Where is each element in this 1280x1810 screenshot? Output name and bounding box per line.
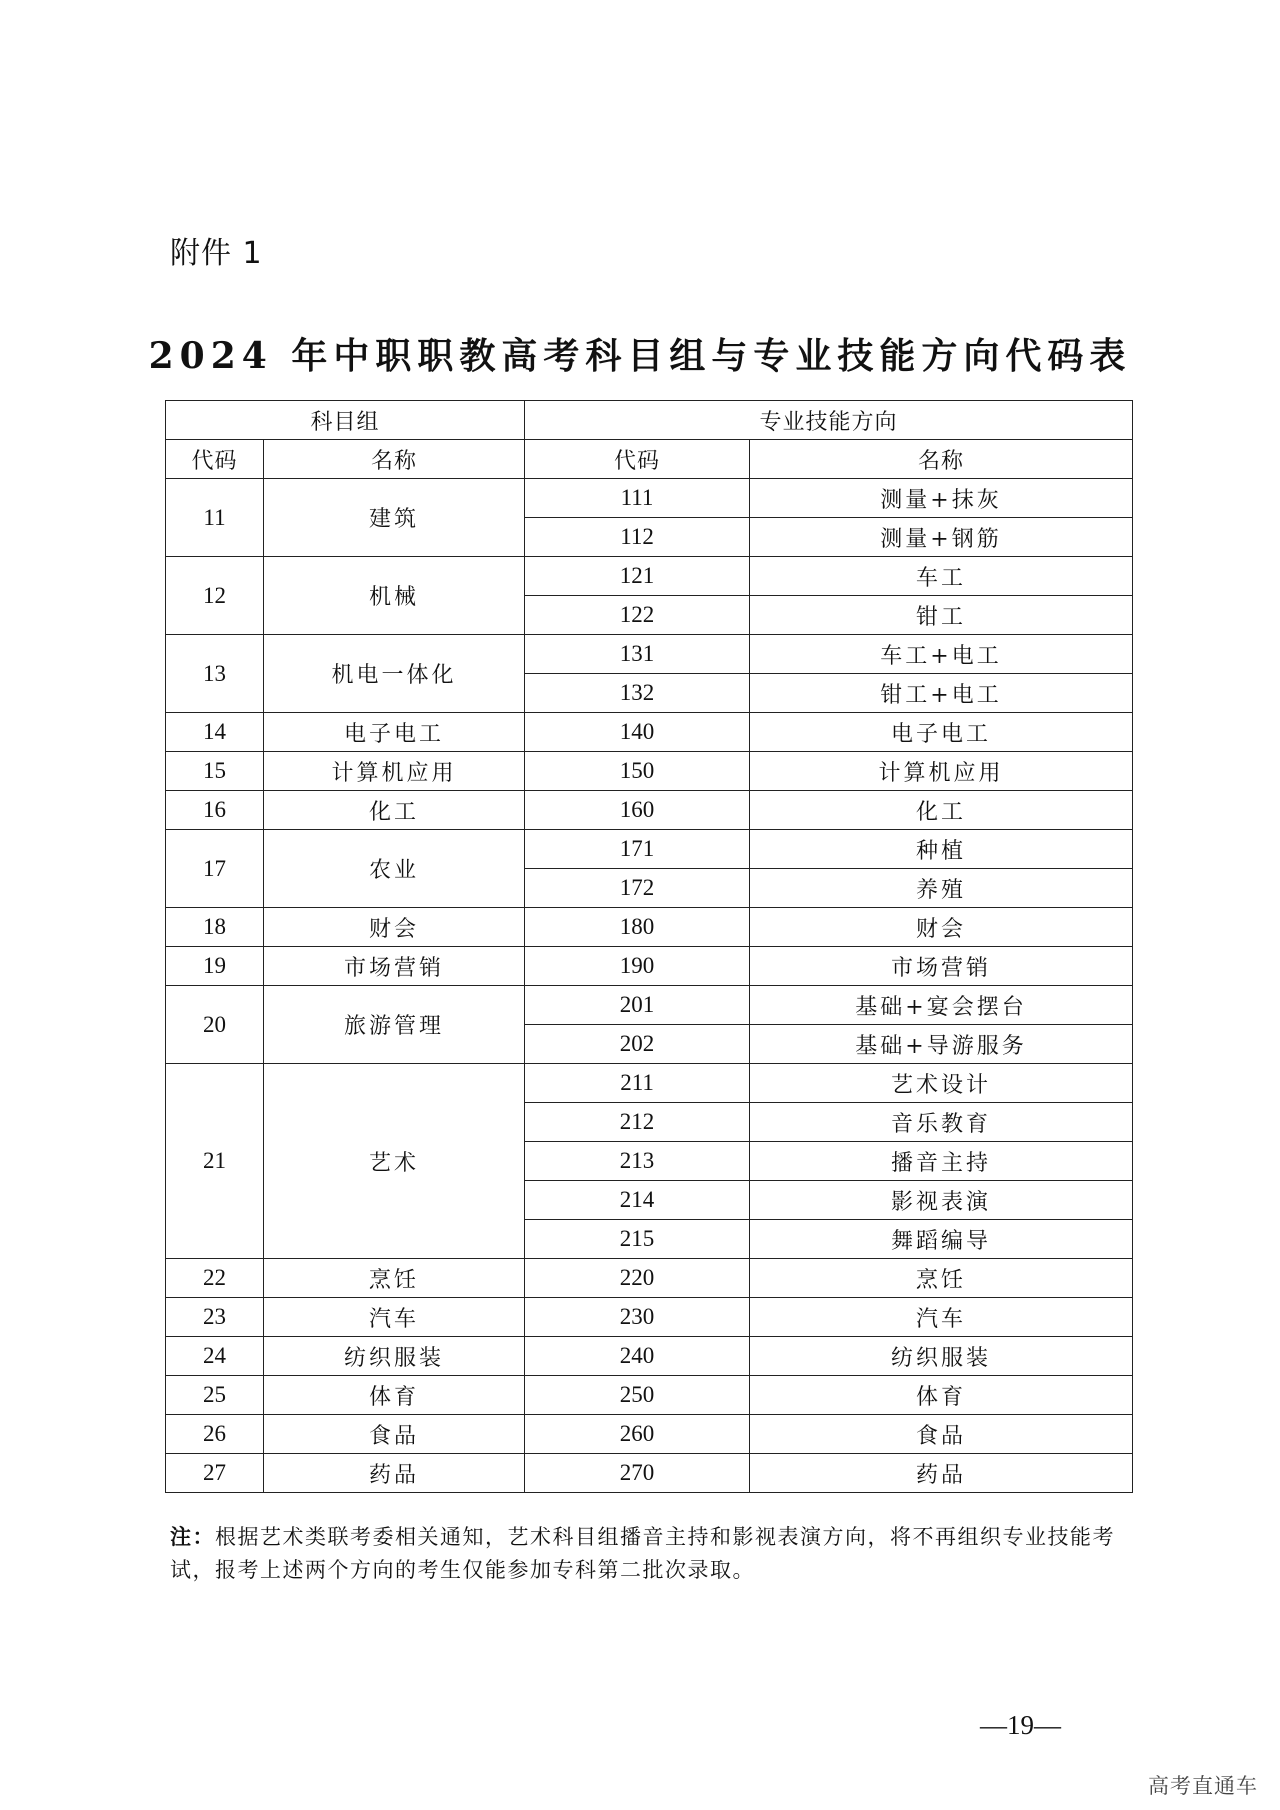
group-name-cell: 建筑 <box>264 479 525 557</box>
direction-name-cell: 钳工 <box>750 596 1133 635</box>
footnote <box>170 1521 1135 1587</box>
direction-code-cell: 172 <box>525 869 750 908</box>
page-number: —19— <box>980 1710 1061 1740</box>
group-code-cell: 24 <box>166 1337 264 1376</box>
direction-name-cell: 种植 <box>750 830 1133 869</box>
table-row <box>166 713 1133 752</box>
group-code-cell: 15 <box>166 752 264 791</box>
direction-name-cell: 车工 <box>750 557 1133 596</box>
direction-code-cell: 132 <box>525 674 750 713</box>
header-group-name: 名称 <box>264 440 525 479</box>
group-name-cell: 纺织服装 <box>264 1337 525 1376</box>
direction-name-cell: 药品 <box>750 1454 1133 1493</box>
direction-name-cell: 养殖 <box>750 869 1133 908</box>
code-table <box>165 400 1133 1493</box>
group-code-cell: 25 <box>166 1376 264 1415</box>
group-code-cell: 17 <box>166 830 264 908</box>
direction-name-cell: 播音主持 <box>750 1142 1133 1181</box>
direction-code-cell: 180 <box>525 908 750 947</box>
direction-code-cell: 190 <box>525 947 750 986</box>
direction-code-cell: 122 <box>525 596 750 635</box>
group-code-cell: 19 <box>166 947 264 986</box>
direction-name-cell: 体育 <box>750 1376 1133 1415</box>
group-code-cell: 12 <box>166 557 264 635</box>
direction-code-cell: 211 <box>525 1064 750 1103</box>
group-name-cell: 食品 <box>264 1415 525 1454</box>
table-header-row-2 <box>166 440 1133 479</box>
table-row <box>166 752 1133 791</box>
group-code-cell: 26 <box>166 1415 264 1454</box>
table-row <box>166 1298 1133 1337</box>
direction-name-cell: 化工 <box>750 791 1133 830</box>
header-direction-code: 代码 <box>525 440 750 479</box>
table-row <box>166 986 1133 1025</box>
direction-code-cell: 140 <box>525 713 750 752</box>
group-name-cell: 计算机应用 <box>264 752 525 791</box>
direction-name-cell: 艺术设计 <box>750 1064 1133 1103</box>
direction-code-cell: 250 <box>525 1376 750 1415</box>
direction-name-cell: 汽车 <box>750 1298 1133 1337</box>
group-name-cell: 市场营销 <box>264 947 525 986</box>
table-row <box>166 1337 1133 1376</box>
header-direction-name: 名称 <box>750 440 1133 479</box>
direction-name-cell: 财会 <box>750 908 1133 947</box>
group-code-cell: 22 <box>166 1259 264 1298</box>
group-code-cell: 23 <box>166 1298 264 1337</box>
direction-name-cell: 音乐教育 <box>750 1103 1133 1142</box>
group-code-cell: 21 <box>166 1064 264 1259</box>
direction-code-cell: 131 <box>525 635 750 674</box>
group-name-cell: 财会 <box>264 908 525 947</box>
group-name-cell: 机电一体化 <box>264 635 525 713</box>
group-name-cell: 汽车 <box>264 1298 525 1337</box>
direction-name-cell: 基础+宴会摆台 <box>750 986 1133 1025</box>
direction-code-cell: 260 <box>525 1415 750 1454</box>
direction-code-cell: 230 <box>525 1298 750 1337</box>
group-code-cell: 14 <box>166 713 264 752</box>
group-name-cell: 机械 <box>264 557 525 635</box>
direction-code-cell: 220 <box>525 1259 750 1298</box>
table-row <box>166 1064 1133 1103</box>
group-code-cell: 27 <box>166 1454 264 1493</box>
table-row <box>166 908 1133 947</box>
table-row <box>166 479 1133 518</box>
group-name-cell: 农业 <box>264 830 525 908</box>
direction-code-cell: 160 <box>525 791 750 830</box>
table-body <box>166 479 1133 1493</box>
group-name-cell: 电子电工 <box>264 713 525 752</box>
direction-name-cell: 食品 <box>750 1415 1133 1454</box>
direction-code-cell: 240 <box>525 1337 750 1376</box>
direction-name-cell: 计算机应用 <box>750 752 1133 791</box>
page-title: 2024 年中职职教高考科目组与专业技能方向代码表 <box>148 335 1132 377</box>
direction-name-cell: 烹饪 <box>750 1259 1133 1298</box>
group-code-cell: 13 <box>166 635 264 713</box>
footnote-label: 注： <box>170 1525 215 1549</box>
header-subject-group: 科目组 <box>166 401 525 440</box>
direction-code-cell: 201 <box>525 986 750 1025</box>
group-name-cell: 旅游管理 <box>264 986 525 1064</box>
group-code-cell: 16 <box>166 791 264 830</box>
direction-code-cell: 112 <box>525 518 750 557</box>
table-row <box>166 791 1133 830</box>
direction-name-cell: 车工+电工 <box>750 635 1133 674</box>
direction-code-cell: 215 <box>525 1220 750 1259</box>
table-row <box>166 1454 1133 1493</box>
direction-code-cell: 202 <box>525 1025 750 1064</box>
footnote-text: 根据艺术类联考委相关通知，艺术科目组播音主持和影视表演方向，将不再组织专业技能考试，报考上述两个方向的考生仅能参加专科第二批次录取。 <box>170 1525 1115 1582</box>
direction-code-cell: 212 <box>525 1103 750 1142</box>
direction-code-cell: 214 <box>525 1181 750 1220</box>
group-code-cell: 20 <box>166 986 264 1064</box>
direction-code-cell: 121 <box>525 557 750 596</box>
direction-code-cell: 150 <box>525 752 750 791</box>
direction-name-cell: 钳工+电工 <box>750 674 1133 713</box>
direction-name-cell: 测量+钢筋 <box>750 518 1133 557</box>
table-row <box>166 557 1133 596</box>
group-name-cell: 烹饪 <box>264 1259 525 1298</box>
group-name-cell: 艺术 <box>264 1064 525 1259</box>
direction-name-cell: 基础+导游服务 <box>750 1025 1133 1064</box>
direction-code-cell: 171 <box>525 830 750 869</box>
table-row <box>166 830 1133 869</box>
group-name-cell: 化工 <box>264 791 525 830</box>
direction-name-cell: 舞蹈编导 <box>750 1220 1133 1259</box>
group-name-cell: 体育 <box>264 1376 525 1415</box>
table-row <box>166 635 1133 674</box>
direction-name-cell: 纺织服装 <box>750 1337 1133 1376</box>
watermark: 高考直通车 <box>1148 1774 1258 1798</box>
direction-code-cell: 111 <box>525 479 750 518</box>
direction-name-cell: 电子电工 <box>750 713 1133 752</box>
direction-code-cell: 213 <box>525 1142 750 1181</box>
table-header-row-1 <box>166 401 1133 440</box>
table-row <box>166 947 1133 986</box>
table-row <box>166 1259 1133 1298</box>
direction-name-cell: 影视表演 <box>750 1181 1133 1220</box>
group-code-cell: 11 <box>166 479 264 557</box>
table-row <box>166 1415 1133 1454</box>
header-skill-direction: 专业技能方向 <box>525 401 1133 440</box>
direction-name-cell: 测量+抹灰 <box>750 479 1133 518</box>
header-group-code: 代码 <box>166 440 264 479</box>
table-row <box>166 1376 1133 1415</box>
group-code-cell: 18 <box>166 908 264 947</box>
direction-code-cell: 270 <box>525 1454 750 1493</box>
group-name-cell: 药品 <box>264 1454 525 1493</box>
attachment-label: 附件 1 <box>170 236 263 271</box>
direction-name-cell: 市场营销 <box>750 947 1133 986</box>
